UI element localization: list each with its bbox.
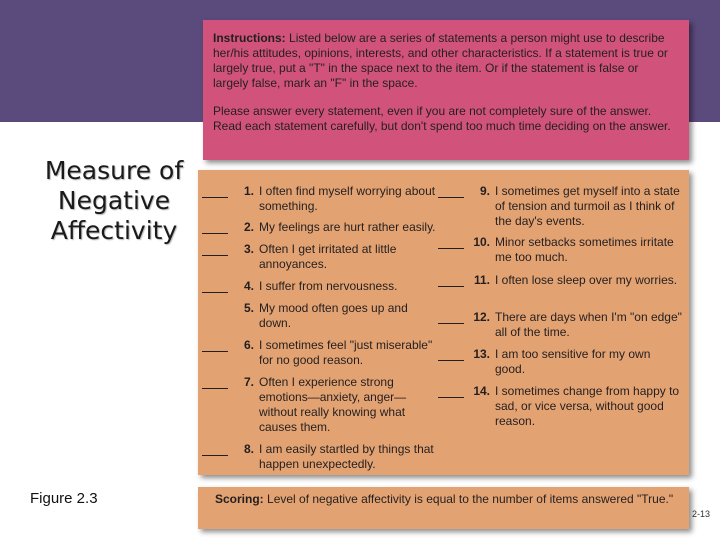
item-text: I sometimes change from happy to sad, or vice versa, without good reason. bbox=[495, 384, 680, 428]
slide-title-line: Measure of bbox=[44, 156, 184, 185]
item-text: There are days when I'm "on edge" all of the time. bbox=[495, 310, 682, 339]
list-item bbox=[438, 310, 683, 340]
scoring-panel bbox=[198, 487, 689, 529]
list-item bbox=[202, 375, 442, 435]
list-item bbox=[202, 442, 442, 472]
answer-blank[interactable] bbox=[202, 221, 228, 234]
instructions-paragraph bbox=[213, 31, 677, 91]
item-text: My mood often goes up and down. bbox=[259, 301, 408, 330]
item-number: 11. bbox=[473, 273, 490, 287]
answer-blank[interactable] bbox=[202, 302, 228, 314]
instructions-paragraph: Please answer every statement, even if you are not completely sure of the answer. Read each statement carefully, but don't spend too much time deciding on the answer. bbox=[213, 104, 671, 133]
item-text: Often I experience strong emotions—anxiety, anger— without really knowing what causes them. bbox=[259, 375, 407, 434]
item-text: I suffer from nervousness. bbox=[259, 279, 398, 293]
list-item bbox=[438, 184, 683, 229]
item-number: 10. bbox=[473, 235, 490, 249]
answer-blank[interactable] bbox=[202, 443, 228, 456]
instructions-panel bbox=[203, 20, 689, 160]
list-item bbox=[438, 347, 683, 377]
slide-title-line: Affectivity bbox=[50, 216, 178, 245]
answer-blank[interactable] bbox=[202, 339, 228, 352]
item-text: My feelings are hurt rather easily. bbox=[259, 220, 436, 234]
instructions-text: Listed below are a series of statements a person might use to describe her/his attitudes, opinions, interests, and other characteristics. If a statement is true or largely true, put a "T" in the space next to the item. Or if the statement is false or largely false, mark an "F" in the space. bbox=[213, 31, 668, 90]
instructions-label: Instructions: bbox=[213, 31, 286, 45]
slide-title-line: Negative bbox=[57, 186, 171, 215]
answer-blank[interactable] bbox=[202, 376, 228, 389]
list-item bbox=[202, 279, 398, 294]
item-number: 3. bbox=[243, 242, 254, 256]
item-number: 13. bbox=[473, 347, 490, 361]
answer-blank[interactable] bbox=[202, 243, 228, 256]
list-item bbox=[202, 301, 442, 331]
item-text: Often I get irritated at little annoyances. bbox=[259, 242, 397, 271]
list-item bbox=[202, 220, 436, 235]
answer-blank[interactable] bbox=[438, 385, 464, 398]
item-number: 1. bbox=[243, 184, 254, 198]
item-text: Minor setbacks sometimes irritate me too much. bbox=[495, 235, 674, 264]
item-text: I sometimes feel "just miserable" for no good reason. bbox=[259, 338, 433, 367]
answer-blank[interactable] bbox=[438, 274, 464, 287]
item-number: 8. bbox=[243, 442, 254, 456]
figure-label: Figure 2.3 bbox=[30, 490, 98, 507]
item-number: 12. bbox=[473, 310, 490, 324]
answer-blank[interactable] bbox=[438, 236, 464, 249]
answer-blank[interactable] bbox=[438, 311, 464, 324]
slide-title bbox=[30, 156, 198, 246]
items-panel bbox=[198, 170, 689, 475]
list-item bbox=[438, 273, 677, 288]
item-number: 2. bbox=[243, 220, 254, 234]
answer-blank[interactable] bbox=[438, 348, 464, 361]
list-item bbox=[202, 184, 442, 214]
answer-blank[interactable] bbox=[202, 185, 228, 198]
list-item bbox=[438, 384, 683, 429]
list-item bbox=[438, 235, 683, 265]
answer-blank[interactable] bbox=[202, 280, 228, 293]
scoring-text: Level of negative affectivity is equal to the number of items answered "True." bbox=[267, 492, 674, 506]
item-number: 5. bbox=[243, 301, 254, 315]
list-item bbox=[202, 338, 442, 368]
list-item bbox=[202, 242, 442, 272]
item-number: 14. bbox=[473, 384, 490, 398]
item-number: 4. bbox=[243, 279, 254, 293]
item-text: I am easily startled by things that happen unexpectedly. bbox=[259, 442, 434, 471]
item-text: I often lose sleep over my worries. bbox=[495, 273, 678, 287]
item-text: I am too sensitive for my own good. bbox=[495, 347, 651, 376]
item-text: I sometimes get myself into a state of tension and turmoil as I think of the day's events. bbox=[495, 184, 680, 228]
scoring-label: Scoring: bbox=[215, 492, 264, 506]
item-number: 9. bbox=[479, 184, 490, 198]
item-number: 6. bbox=[243, 338, 254, 352]
answer-blank[interactable] bbox=[438, 185, 464, 198]
item-text: I often find myself worrying about something. bbox=[259, 184, 436, 213]
item-number: 7. bbox=[243, 375, 254, 389]
slide-number: 2-13 bbox=[692, 509, 711, 519]
